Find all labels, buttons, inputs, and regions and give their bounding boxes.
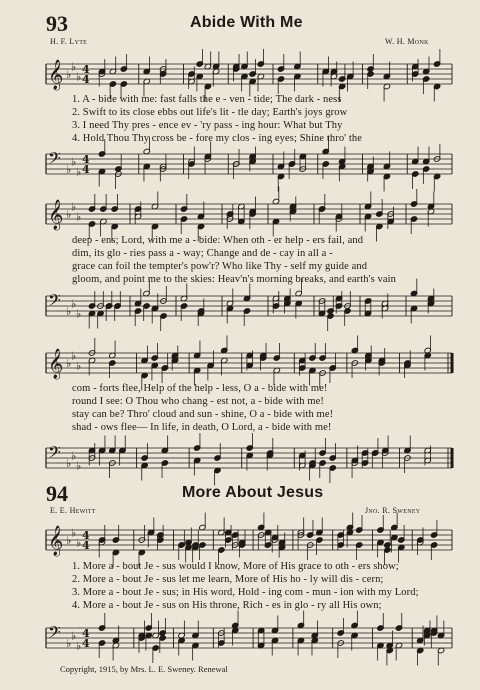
svg-text:♭: ♭ [76,459,82,473]
svg-text:♭: ♭ [71,526,77,540]
music-credit: Jno. R. Sweney [365,506,421,515]
svg-text:𝄞: 𝄞 [48,526,64,556]
svg-text:4: 4 [82,637,90,650]
svg-text:𝄞: 𝄞 [48,60,64,90]
svg-text:♭: ♭ [71,200,77,214]
svg-text:𝄢: 𝄢 [48,442,61,466]
svg-text:4: 4 [82,153,90,166]
svg-text:♭: ♭ [71,349,77,363]
svg-text:♭: ♭ [66,534,72,547]
music-staff-treble [0,196,480,236]
words-credit: H. F. Lyte [50,37,88,46]
lyric-line: stay can be? Thro' cloud and sun - shine, O a - bide with me! [72,409,334,420]
lyric-line: round I see: O Thou who chang - est not, a - bide with me! [72,396,325,407]
lyric-line: 4. Hold Thou Thy cross be - fore my clos - ing eyes; Shine thro' the [72,133,363,144]
music-staff-treble [0,345,480,385]
svg-text:♭: ♭ [66,305,72,318]
lyric-line: gloom, and point me to the skies: Heav'n's morning breaks, and earth's vain [72,274,397,285]
lyric-line: grace can foil the tempter's pow'r? Who like Thy - self my guide and [72,261,368,272]
hymn-title: More About Jesus [182,484,324,501]
svg-text:♭: ♭ [76,536,82,550]
svg-text:♭: ♭ [71,449,77,463]
lyric-line: 3. More a - bout Je - sus; in His word, Hold - ing com - mun - ion with my Lord; [72,587,419,598]
lyric-line: 2. More a - bout Je - sus let me learn, More of His ho - ly will dis - cern; [72,574,384,585]
lyric-line: dim, its glo - ries pass a - way; Change and de - cay in all a - [72,248,333,259]
hymn-title: Abide With Me [190,14,303,31]
lyric-line: 1. A - bide with me: fast falls the e - ven - tide; The dark - ness [72,94,342,105]
music-staff-treble [0,56,480,96]
copyright-notice: Copyright, 1915, by Mrs. L. E. Sweney. Renewal [60,664,228,674]
words-credit: E. E. Hewitt [50,506,96,515]
svg-text:4: 4 [82,539,90,552]
lyric-line: com - forts flee, Help of the help - less, O a - bide with me! [72,383,328,394]
svg-text:4: 4 [82,73,90,86]
music-staff-treble [0,522,480,562]
svg-text:♭: ♭ [76,307,82,321]
svg-text:♭: ♭ [76,359,82,373]
svg-text:♭: ♭ [71,297,77,311]
music-staff-bass [0,146,480,186]
svg-text:4: 4 [82,627,90,640]
music-credit: W. H. Monk [385,37,429,46]
music-staff-bass [0,440,480,480]
svg-text:𝄢: 𝄢 [48,290,61,314]
music-staff-bass [0,288,480,328]
svg-text:𝄢: 𝄢 [48,622,61,646]
svg-text:4: 4 [82,529,90,542]
svg-text:♭: ♭ [71,60,77,74]
lyric-line: 2. Swift to its close ebbs out life's lit - tle day; Earth's joys grow [72,107,348,118]
svg-text:♭: ♭ [66,163,72,176]
lyric-line: shad - ows flee— In life, in death, O Lord, a - bide with me! [72,422,332,433]
svg-text:♭: ♭ [66,457,72,470]
svg-text:♭: ♭ [66,637,72,650]
svg-text:𝄞: 𝄞 [48,200,64,230]
music-staff-bass [0,620,480,660]
svg-text:♭: ♭ [66,208,72,221]
svg-text:♭: ♭ [76,165,82,179]
svg-text:𝄞: 𝄞 [48,349,64,379]
svg-text:♭: ♭ [76,210,82,224]
hymn-number: 93 [46,11,68,36]
svg-text:♭: ♭ [76,639,82,653]
svg-text:♭: ♭ [76,70,82,84]
svg-text:4: 4 [82,63,90,76]
svg-text:♭: ♭ [66,68,72,81]
svg-text:♭: ♭ [71,629,77,643]
lyric-line: 4. More a - bout Je - sus on His throne, Rich - es in glo - ry all His own; [72,600,382,611]
svg-text:♭: ♭ [71,155,77,169]
lyric-line: deep - ens; Lord, with me a - bide: When oth - er help - ers fail, and [72,235,364,246]
svg-text:♭: ♭ [66,357,72,370]
svg-text:𝄢: 𝄢 [48,148,61,172]
lyric-line: 3. I need Thy pres - ence ev - 'ry pass - ing hour: What but Thy [72,120,343,131]
svg-text:4: 4 [82,163,90,176]
lyric-line: 1. More a - bout Je - sus would I know, More of His grace to oth - ers show; [72,561,399,572]
hymn-number: 94 [46,481,68,506]
